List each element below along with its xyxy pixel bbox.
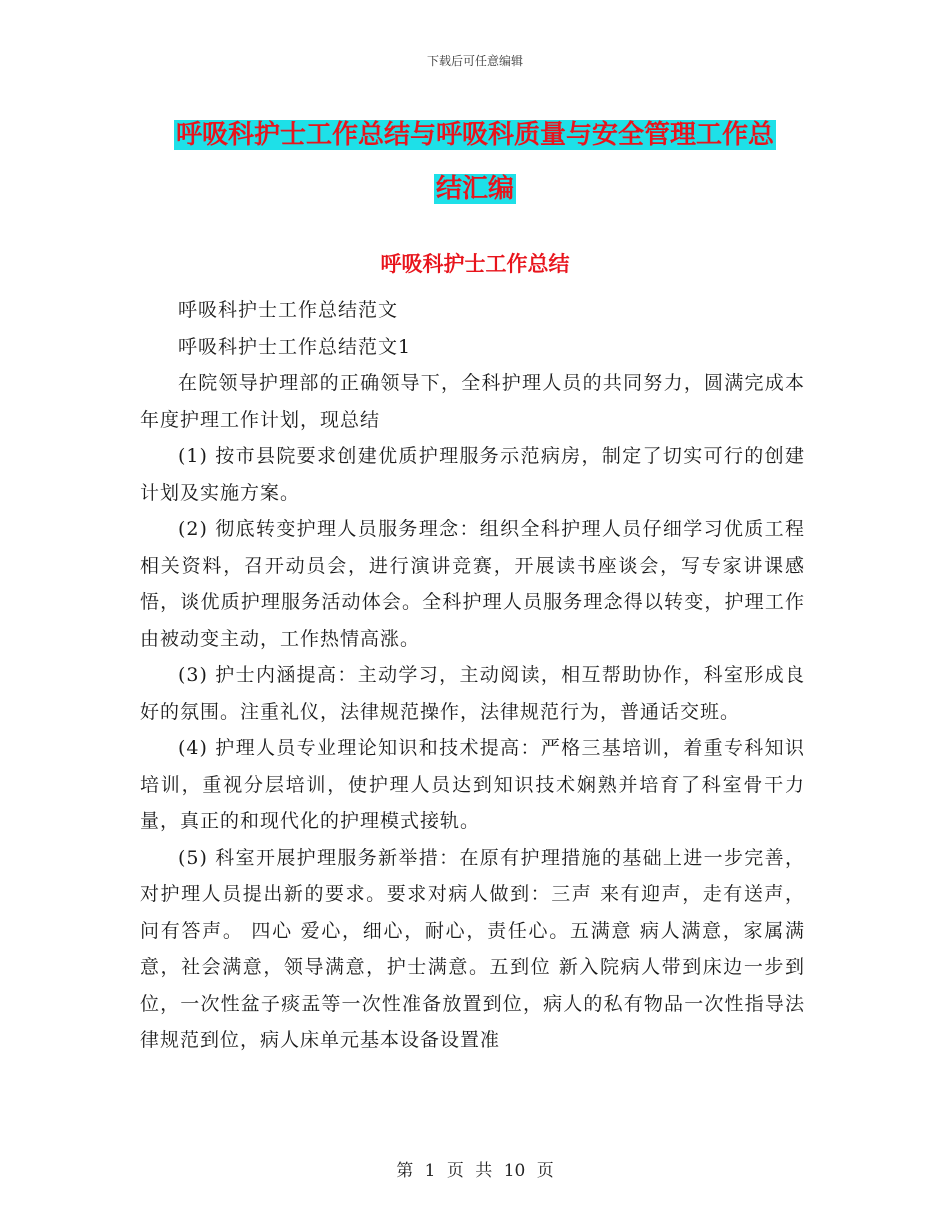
paragraph: (3) 护士内涵提高：主动学习，主动阅读，相互帮助协作，科室形成良好的氛围。注重礼仪，法律规范操作，法律规范行为，普通话交班。: [140, 664, 805, 723]
paragraph: (4) 护理人员专业理论知识和技术提高：严格三基培训，着重专科知识培训，重视分层培训，使护理人员达到知识技术娴熟并培育了科室骨干力量，真正的和现代化的护理模式接轨。: [140, 737, 805, 832]
paragraph: (5) 科室开展护理服务新举措：在原有护理措施的基础上进一步完善，对护理人员提出新的要求。要求对病人做到：三声 来有迎声，走有送声，问有答声。 四心 爱心，细心，耐心，责任心。五满意 病人满意，家属满意，社会满意，领导满意，护士满意。五到位 新入院病人带到床边一步到位，一次性盆子痰盂等一次性准备放置到位，病人的私有物品一次性指导法律规范到位，病人床单元基本设备设置准: [140, 846, 805, 1051]
paragraph: (2) 彻底转变护理人员服务理念：组织全科护理人员仔细学习优质工程相关资料，召开动员会，进行演讲竞赛，开展读书座谈会，写专家讲课感悟，谈优质护理服务活动体会。全科护理人员服务理念得以转变，护理工作由被动变主动，工作热情高涨。: [140, 518, 805, 650]
paragraph: (1) 按市县院要求创建优质护理服务示范病房，制定了切实可行的创建计划及实施方案。: [140, 445, 805, 504]
document-body: [140, 292, 805, 1059]
page-header: 下载后可任意编辑: [426, 54, 523, 68]
document-title: [140, 108, 810, 216]
section-heading: 呼吸科护士工作总结: [380, 252, 570, 276]
title-line-1: 呼吸科护士工作总结与呼吸科质量与安全管理工作总: [175, 120, 774, 150]
page-number-footer: 第 1 页 共 10 页: [396, 1161, 554, 1181]
paragraph: 呼吸科护士工作总结范文1: [178, 335, 412, 358]
title-line-2: 结汇编: [435, 174, 514, 204]
paragraph: 呼吸科护士工作总结范文: [178, 299, 399, 321]
paragraph: 在院领导护理部的正确领导下，全科护理人员的共同努力，圆满完成本年度护理工作计划，现总结: [140, 372, 805, 431]
